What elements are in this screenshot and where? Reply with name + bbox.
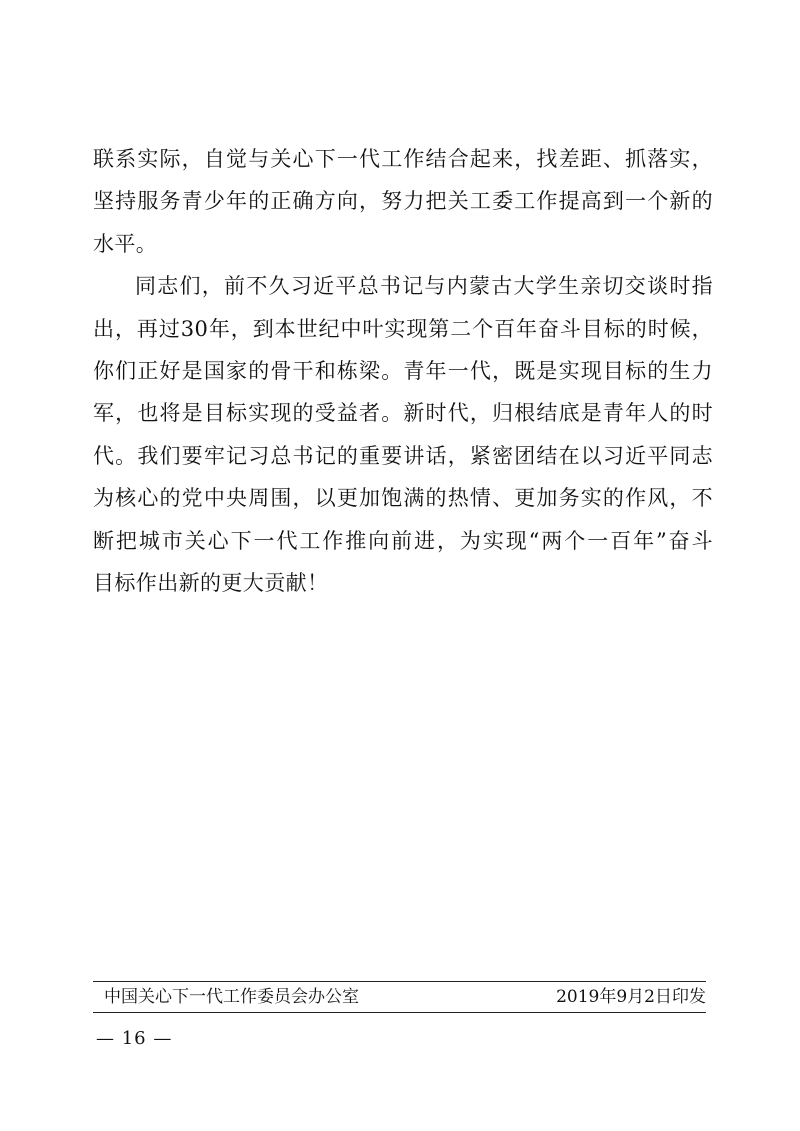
text-line: 目标作出新的更大贡献！: [93, 570, 329, 595]
page-number: — 16 —: [96, 1028, 173, 1049]
text-line: 断把城市关心下一代工作推向前进，为实现“两个一百年”奋斗: [93, 528, 713, 553]
paragraph-1: [93, 138, 713, 265]
text-line: 联系实际，自觉与关心下一代工作结合起来，找差距、抓落实，: [93, 147, 713, 171]
footer-bottom-rule: [93, 1012, 706, 1013]
footer-issue-date: 2019年9月2日印发: [556, 987, 706, 1007]
text-line: 同志们，前不久习近平总书记与内蒙古大学生亲切交谈时指: [135, 274, 713, 299]
paragraph-2: [93, 265, 713, 604]
footer-issuer: 中国关心下一代工作委员会办公室: [104, 987, 359, 1007]
text-line: 水平。: [93, 231, 158, 256]
text-line: 坚持服务青少年的正确方向，努力把关工委工作提高到一个新的: [93, 189, 713, 214]
text-line: 军，也将是目标实现的受益者。新时代，归根结底是青年人的时: [93, 401, 713, 426]
text-line: 出，再过30年，到本世纪中叶实现第二个百年奋斗目标的时候，: [93, 316, 713, 341]
footer-top-rule: [93, 981, 706, 982]
body-text: [93, 138, 713, 604]
text-line: 为核心的党中央周围，以更加饱满的热情、更加务实的作风，不: [93, 486, 713, 511]
text-line: 代。我们要牢记习总书记的重要讲话，紧密团结在以习近平同志: [93, 443, 713, 468]
text-line: 你们正好是国家的骨干和栋梁。青年一代，既是实现目标的生力: [93, 358, 713, 383]
